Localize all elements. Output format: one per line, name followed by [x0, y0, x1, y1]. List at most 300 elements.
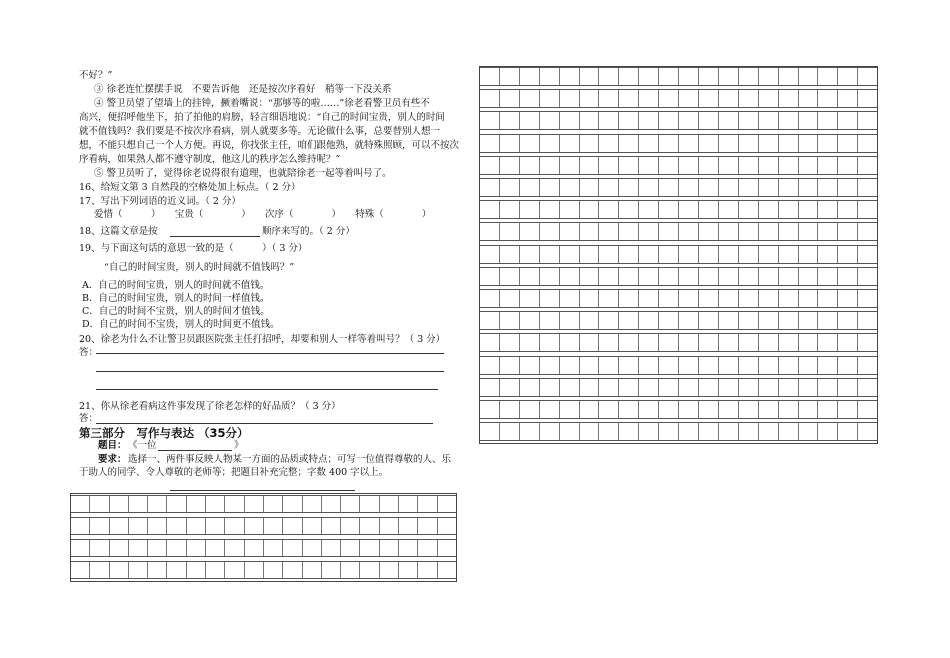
grid-cell[interactable] — [798, 179, 818, 196]
grid-cell[interactable] — [758, 401, 778, 418]
grid-cell[interactable] — [166, 562, 185, 578]
grid-cell[interactable] — [480, 90, 499, 107]
grid-cell[interactable] — [738, 135, 758, 152]
grid-cell[interactable] — [698, 179, 718, 196]
grid-cell[interactable] — [857, 157, 877, 174]
grid-cell[interactable] — [417, 496, 436, 512]
grid-cell[interactable] — [302, 562, 321, 578]
grid-cell[interactable] — [598, 179, 618, 196]
grid-cell[interactable] — [738, 68, 758, 85]
grid-cell[interactable] — [857, 135, 877, 152]
grid-cell[interactable] — [718, 401, 738, 418]
grid-cell[interactable] — [321, 562, 340, 578]
grid-cell[interactable] — [224, 496, 243, 512]
grid-cell[interactable] — [837, 334, 857, 351]
grid-cell[interactable] — [678, 357, 698, 374]
grid-cell[interactable] — [798, 357, 818, 374]
grid-cell[interactable] — [166, 540, 185, 556]
grid-cell[interactable] — [71, 540, 89, 556]
grid-cell[interactable] — [718, 334, 738, 351]
grid-cell[interactable] — [857, 112, 877, 129]
grid-cell[interactable] — [519, 201, 539, 218]
grid-cell[interactable] — [678, 246, 698, 263]
grid-cell[interactable] — [598, 223, 618, 240]
grid-cell[interactable] — [857, 268, 877, 285]
grid-cell[interactable] — [398, 496, 417, 512]
grid-cell[interactable] — [480, 401, 499, 418]
grid-cell[interactable] — [798, 423, 818, 440]
grid-cell[interactable] — [778, 246, 798, 263]
grid-cell[interactable] — [778, 223, 798, 240]
grid-cell[interactable] — [857, 90, 877, 107]
grid-cell[interactable] — [658, 90, 678, 107]
grid-cell[interactable] — [738, 90, 758, 107]
grid-cell[interactable] — [186, 562, 205, 578]
grid-cell[interactable] — [678, 334, 698, 351]
grid-cell[interactable] — [778, 112, 798, 129]
grid-cell[interactable] — [579, 201, 599, 218]
grid-cell[interactable] — [798, 201, 818, 218]
grid-cell[interactable] — [817, 223, 837, 240]
grid-cell[interactable] — [480, 68, 499, 85]
grid-cell[interactable] — [837, 268, 857, 285]
grid-cell[interactable] — [480, 157, 499, 174]
grid-cell[interactable] — [837, 312, 857, 329]
grid-cell[interactable] — [618, 423, 638, 440]
grid-cell[interactable] — [837, 90, 857, 107]
grid-cell[interactable] — [798, 268, 818, 285]
grid-cell[interactable] — [598, 201, 618, 218]
grid-cell[interactable] — [499, 246, 519, 263]
grid-cell[interactable] — [340, 518, 359, 534]
grid-cell[interactable] — [857, 290, 877, 307]
grid-cell[interactable] — [519, 357, 539, 374]
grid-cell[interactable] — [598, 312, 618, 329]
grid-cell[interactable] — [499, 135, 519, 152]
grid-cell[interactable] — [499, 423, 519, 440]
grid-cell[interactable] — [379, 518, 398, 534]
grid-cell[interactable] — [263, 562, 282, 578]
grid-cell[interactable] — [718, 357, 738, 374]
grid-cell[interactable] — [437, 496, 456, 512]
grid-cell[interactable] — [738, 401, 758, 418]
grid-cell[interactable] — [678, 268, 698, 285]
grid-cell[interactable] — [539, 357, 559, 374]
grid-cell[interactable] — [698, 223, 718, 240]
grid-cell[interactable] — [379, 496, 398, 512]
grid-cell[interactable] — [658, 223, 678, 240]
grid-cell[interactable] — [89, 496, 108, 512]
grid-cell[interactable] — [618, 135, 638, 152]
grid-cell[interactable] — [519, 90, 539, 107]
grid-cell[interactable] — [340, 562, 359, 578]
grid-cell[interactable] — [321, 518, 340, 534]
grid-cell[interactable] — [778, 179, 798, 196]
grid-cell[interactable] — [71, 562, 89, 578]
grid-cell[interactable] — [579, 401, 599, 418]
grid-cell[interactable] — [579, 112, 599, 129]
grid-cell[interactable] — [437, 540, 456, 556]
grid-cell[interactable] — [598, 423, 618, 440]
grid-cell[interactable] — [417, 540, 436, 556]
grid-cell[interactable] — [499, 312, 519, 329]
grid-cell[interactable] — [480, 135, 499, 152]
grid-cell[interactable] — [658, 201, 678, 218]
grid-cell[interactable] — [559, 112, 579, 129]
grid-cell[interactable] — [89, 518, 108, 534]
grid-cell[interactable] — [579, 379, 599, 396]
grid-cell[interactable] — [837, 68, 857, 85]
grid-cell[interactable] — [618, 201, 638, 218]
grid-cell[interactable] — [579, 312, 599, 329]
grid-cell[interactable] — [718, 379, 738, 396]
grid-cell[interactable] — [658, 379, 678, 396]
grid-cell[interactable] — [778, 157, 798, 174]
grid-cell[interactable] — [698, 201, 718, 218]
grid-cell[interactable] — [857, 334, 877, 351]
composition-grid-right[interactable] — [479, 66, 878, 444]
grid-cell[interactable] — [857, 357, 877, 374]
grid-cell[interactable] — [778, 201, 798, 218]
grid-cell[interactable] — [598, 334, 618, 351]
grid-cell[interactable] — [244, 562, 263, 578]
grid-cell[interactable] — [205, 540, 224, 556]
grid-cell[interactable] — [579, 68, 599, 85]
grid-cell[interactable] — [798, 135, 818, 152]
grid-cell[interactable] — [857, 223, 877, 240]
grid-cell[interactable] — [758, 223, 778, 240]
grid-cell[interactable] — [658, 312, 678, 329]
grid-cell[interactable] — [480, 423, 499, 440]
grid-cell[interactable] — [638, 223, 658, 240]
grid-cell[interactable] — [738, 423, 758, 440]
grid-cell[interactable] — [817, 268, 837, 285]
grid-cell[interactable] — [698, 112, 718, 129]
grid-cell[interactable] — [598, 357, 618, 374]
grid-cell[interactable] — [559, 401, 579, 418]
grid-cell[interactable] — [539, 135, 559, 152]
grid-cell[interactable] — [579, 246, 599, 263]
grid-cell[interactable] — [205, 562, 224, 578]
grid-cell[interactable] — [618, 246, 638, 263]
grid-cell[interactable] — [499, 223, 519, 240]
grid-cell[interactable] — [598, 90, 618, 107]
grid-cell[interactable] — [519, 312, 539, 329]
grid-cell[interactable] — [109, 540, 128, 556]
grid-cell[interactable] — [778, 423, 798, 440]
grid-cell[interactable] — [147, 562, 166, 578]
grid-cell[interactable] — [837, 157, 857, 174]
grid-cell[interactable] — [539, 201, 559, 218]
grid-cell[interactable] — [638, 423, 658, 440]
grid-cell[interactable] — [638, 179, 658, 196]
grid-cell[interactable] — [618, 401, 638, 418]
answer-line[interactable] — [96, 353, 444, 354]
grid-cell[interactable] — [678, 179, 698, 196]
grid-cell[interactable] — [837, 379, 857, 396]
grid-cell[interactable] — [539, 290, 559, 307]
grid-cell[interactable] — [778, 268, 798, 285]
grid-cell[interactable] — [678, 423, 698, 440]
grid-cell[interactable] — [758, 157, 778, 174]
grid-cell[interactable] — [519, 179, 539, 196]
grid-cell[interactable] — [698, 423, 718, 440]
grid-cell[interactable] — [837, 201, 857, 218]
grid-cell[interactable] — [539, 401, 559, 418]
grid-cell[interactable] — [499, 379, 519, 396]
grid-cell[interactable] — [263, 518, 282, 534]
grid-cell[interactable] — [658, 401, 678, 418]
grid-cell[interactable] — [499, 334, 519, 351]
grid-cell[interactable] — [778, 68, 798, 85]
grid-cell[interactable] — [658, 157, 678, 174]
grid-cell[interactable] — [147, 518, 166, 534]
answer-blank[interactable] — [170, 236, 260, 237]
grid-cell[interactable] — [837, 223, 857, 240]
grid-cell[interactable] — [837, 357, 857, 374]
grid-cell[interactable] — [738, 312, 758, 329]
grid-cell[interactable] — [718, 201, 738, 218]
grid-cell[interactable] — [618, 312, 638, 329]
grid-cell[interactable] — [559, 357, 579, 374]
grid-cell[interactable] — [109, 562, 128, 578]
grid-cell[interactable] — [71, 518, 89, 534]
grid-cell[interactable] — [559, 135, 579, 152]
grid-cell[interactable] — [678, 401, 698, 418]
grid-cell[interactable] — [718, 223, 738, 240]
grid-cell[interactable] — [282, 540, 301, 556]
grid-cell[interactable] — [718, 90, 738, 107]
grid-cell[interactable] — [147, 496, 166, 512]
grid-cell[interactable] — [480, 357, 499, 374]
grid-cell[interactable] — [519, 135, 539, 152]
grid-cell[interactable] — [798, 157, 818, 174]
grid-cell[interactable] — [499, 357, 519, 374]
grid-cell[interactable] — [658, 334, 678, 351]
grid-cell[interactable] — [817, 423, 837, 440]
grid-cell[interactable] — [778, 357, 798, 374]
grid-cell[interactable] — [658, 68, 678, 85]
grid-cell[interactable] — [539, 68, 559, 85]
grid-cell[interactable] — [798, 334, 818, 351]
grid-cell[interactable] — [579, 179, 599, 196]
grid-cell[interactable] — [678, 201, 698, 218]
grid-cell[interactable] — [539, 334, 559, 351]
grid-cell[interactable] — [817, 135, 837, 152]
grid-cell[interactable] — [499, 290, 519, 307]
grid-cell[interactable] — [718, 135, 738, 152]
grid-cell[interactable] — [758, 68, 778, 85]
grid-cell[interactable] — [302, 540, 321, 556]
grid-cell[interactable] — [618, 223, 638, 240]
grid-cell[interactable] — [340, 496, 359, 512]
grid-cell[interactable] — [658, 135, 678, 152]
grid-cell[interactable] — [519, 68, 539, 85]
grid-cell[interactable] — [658, 112, 678, 129]
grid-cell[interactable] — [638, 201, 658, 218]
grid-cell[interactable] — [678, 112, 698, 129]
grid-cell[interactable] — [817, 68, 837, 85]
grid-cell[interactable] — [718, 179, 738, 196]
grid-cell[interactable] — [224, 518, 243, 534]
grid-cell[interactable] — [559, 223, 579, 240]
grid-cell[interactable] — [758, 90, 778, 107]
grid-cell[interactable] — [678, 290, 698, 307]
grid-cell[interactable] — [437, 562, 456, 578]
grid-cell[interactable] — [598, 379, 618, 396]
grid-cell[interactable] — [738, 268, 758, 285]
grid-cell[interactable] — [598, 157, 618, 174]
grid-cell[interactable] — [758, 423, 778, 440]
grid-cell[interactable] — [758, 290, 778, 307]
grid-cell[interactable] — [817, 312, 837, 329]
answer-line[interactable] — [96, 423, 433, 424]
grid-cell[interactable] — [678, 135, 698, 152]
grid-cell[interactable] — [778, 379, 798, 396]
grid-cell[interactable] — [186, 540, 205, 556]
grid-cell[interactable] — [618, 290, 638, 307]
grid-cell[interactable] — [738, 246, 758, 263]
grid-cell[interactable] — [658, 246, 678, 263]
grid-cell[interactable] — [758, 357, 778, 374]
grid-cell[interactable] — [224, 562, 243, 578]
grid-cell[interactable] — [658, 268, 678, 285]
grid-cell[interactable] — [579, 290, 599, 307]
grid-cell[interactable] — [244, 496, 263, 512]
grid-cell[interactable] — [798, 401, 818, 418]
grid-cell[interactable] — [480, 290, 499, 307]
grid-cell[interactable] — [678, 68, 698, 85]
grid-cell[interactable] — [519, 290, 539, 307]
grid-cell[interactable] — [857, 201, 877, 218]
grid-cell[interactable] — [539, 423, 559, 440]
grid-cell[interactable] — [109, 518, 128, 534]
grid-cell[interactable] — [758, 179, 778, 196]
grid-cell[interactable] — [758, 312, 778, 329]
grid-cell[interactable] — [618, 379, 638, 396]
grid-cell[interactable] — [519, 268, 539, 285]
grid-cell[interactable] — [698, 357, 718, 374]
grid-cell[interactable] — [519, 246, 539, 263]
grid-cell[interactable] — [321, 540, 340, 556]
grid-cell[interactable] — [738, 223, 758, 240]
grid-cell[interactable] — [678, 223, 698, 240]
grid-cell[interactable] — [778, 90, 798, 107]
grid-cell[interactable] — [738, 179, 758, 196]
grid-cell[interactable] — [499, 90, 519, 107]
grid-cell[interactable] — [437, 518, 456, 534]
grid-cell[interactable] — [698, 90, 718, 107]
grid-cell[interactable] — [379, 562, 398, 578]
grid-cell[interactable] — [618, 357, 638, 374]
grid-cell[interactable] — [718, 157, 738, 174]
grid-cell[interactable] — [263, 496, 282, 512]
grid-cell[interactable] — [698, 246, 718, 263]
grid-cell[interactable] — [618, 157, 638, 174]
grid-cell[interactable] — [598, 401, 618, 418]
grid-cell[interactable] — [638, 246, 658, 263]
grid-cell[interactable] — [837, 401, 857, 418]
grid-cell[interactable] — [817, 90, 837, 107]
grid-cell[interactable] — [224, 540, 243, 556]
grid-cell[interactable] — [718, 423, 738, 440]
grid-cell[interactable] — [282, 562, 301, 578]
grid-cell[interactable] — [499, 201, 519, 218]
grid-cell[interactable] — [817, 334, 837, 351]
grid-cell[interactable] — [302, 496, 321, 512]
grid-cell[interactable] — [579, 135, 599, 152]
grid-cell[interactable] — [698, 401, 718, 418]
grid-cell[interactable] — [379, 540, 398, 556]
grid-cell[interactable] — [698, 334, 718, 351]
grid-cell[interactable] — [798, 379, 818, 396]
grid-cell[interactable] — [598, 290, 618, 307]
grid-cell[interactable] — [598, 135, 618, 152]
grid-cell[interactable] — [398, 518, 417, 534]
grid-cell[interactable] — [109, 496, 128, 512]
grid-cell[interactable] — [186, 496, 205, 512]
grid-cell[interactable] — [499, 157, 519, 174]
grid-cell[interactable] — [359, 518, 378, 534]
grid-cell[interactable] — [128, 540, 147, 556]
grid-cell[interactable] — [837, 179, 857, 196]
grid-cell[interactable] — [579, 157, 599, 174]
grid-cell[interactable] — [758, 379, 778, 396]
grid-cell[interactable] — [638, 157, 658, 174]
grid-cell[interactable] — [837, 290, 857, 307]
grid-cell[interactable] — [128, 562, 147, 578]
grid-cell[interactable] — [71, 496, 89, 512]
grid-cell[interactable] — [398, 540, 417, 556]
grid-cell[interactable] — [798, 90, 818, 107]
grid-cell[interactable] — [638, 112, 658, 129]
grid-cell[interactable] — [758, 112, 778, 129]
grid-cell[interactable] — [638, 379, 658, 396]
grid-cell[interactable] — [758, 246, 778, 263]
grid-cell[interactable] — [598, 246, 618, 263]
grid-cell[interactable] — [638, 312, 658, 329]
grid-cell[interactable] — [480, 179, 499, 196]
grid-cell[interactable] — [718, 112, 738, 129]
grid-cell[interactable] — [499, 268, 519, 285]
grid-cell[interactable] — [579, 223, 599, 240]
grid-cell[interactable] — [778, 135, 798, 152]
grid-cell[interactable] — [638, 268, 658, 285]
grid-cell[interactable] — [579, 357, 599, 374]
grid-cell[interactable] — [244, 518, 263, 534]
grid-cell[interactable] — [89, 562, 108, 578]
grid-cell[interactable] — [718, 312, 738, 329]
grid-cell[interactable] — [698, 68, 718, 85]
grid-cell[interactable] — [519, 401, 539, 418]
grid-cell[interactable] — [559, 157, 579, 174]
answer-line[interactable] — [96, 389, 438, 390]
grid-cell[interactable] — [598, 112, 618, 129]
grid-cell[interactable] — [718, 290, 738, 307]
grid-cell[interactable] — [778, 401, 798, 418]
grid-cell[interactable] — [817, 246, 837, 263]
grid-cell[interactable] — [738, 334, 758, 351]
grid-cell[interactable] — [559, 201, 579, 218]
grid-cell[interactable] — [698, 157, 718, 174]
grid-cell[interactable] — [128, 518, 147, 534]
grid-cell[interactable] — [205, 518, 224, 534]
grid-cell[interactable] — [499, 112, 519, 129]
grid-cell[interactable] — [598, 68, 618, 85]
grid-cell[interactable] — [519, 112, 539, 129]
grid-cell[interactable] — [579, 268, 599, 285]
topic-blank[interactable] — [158, 450, 232, 451]
